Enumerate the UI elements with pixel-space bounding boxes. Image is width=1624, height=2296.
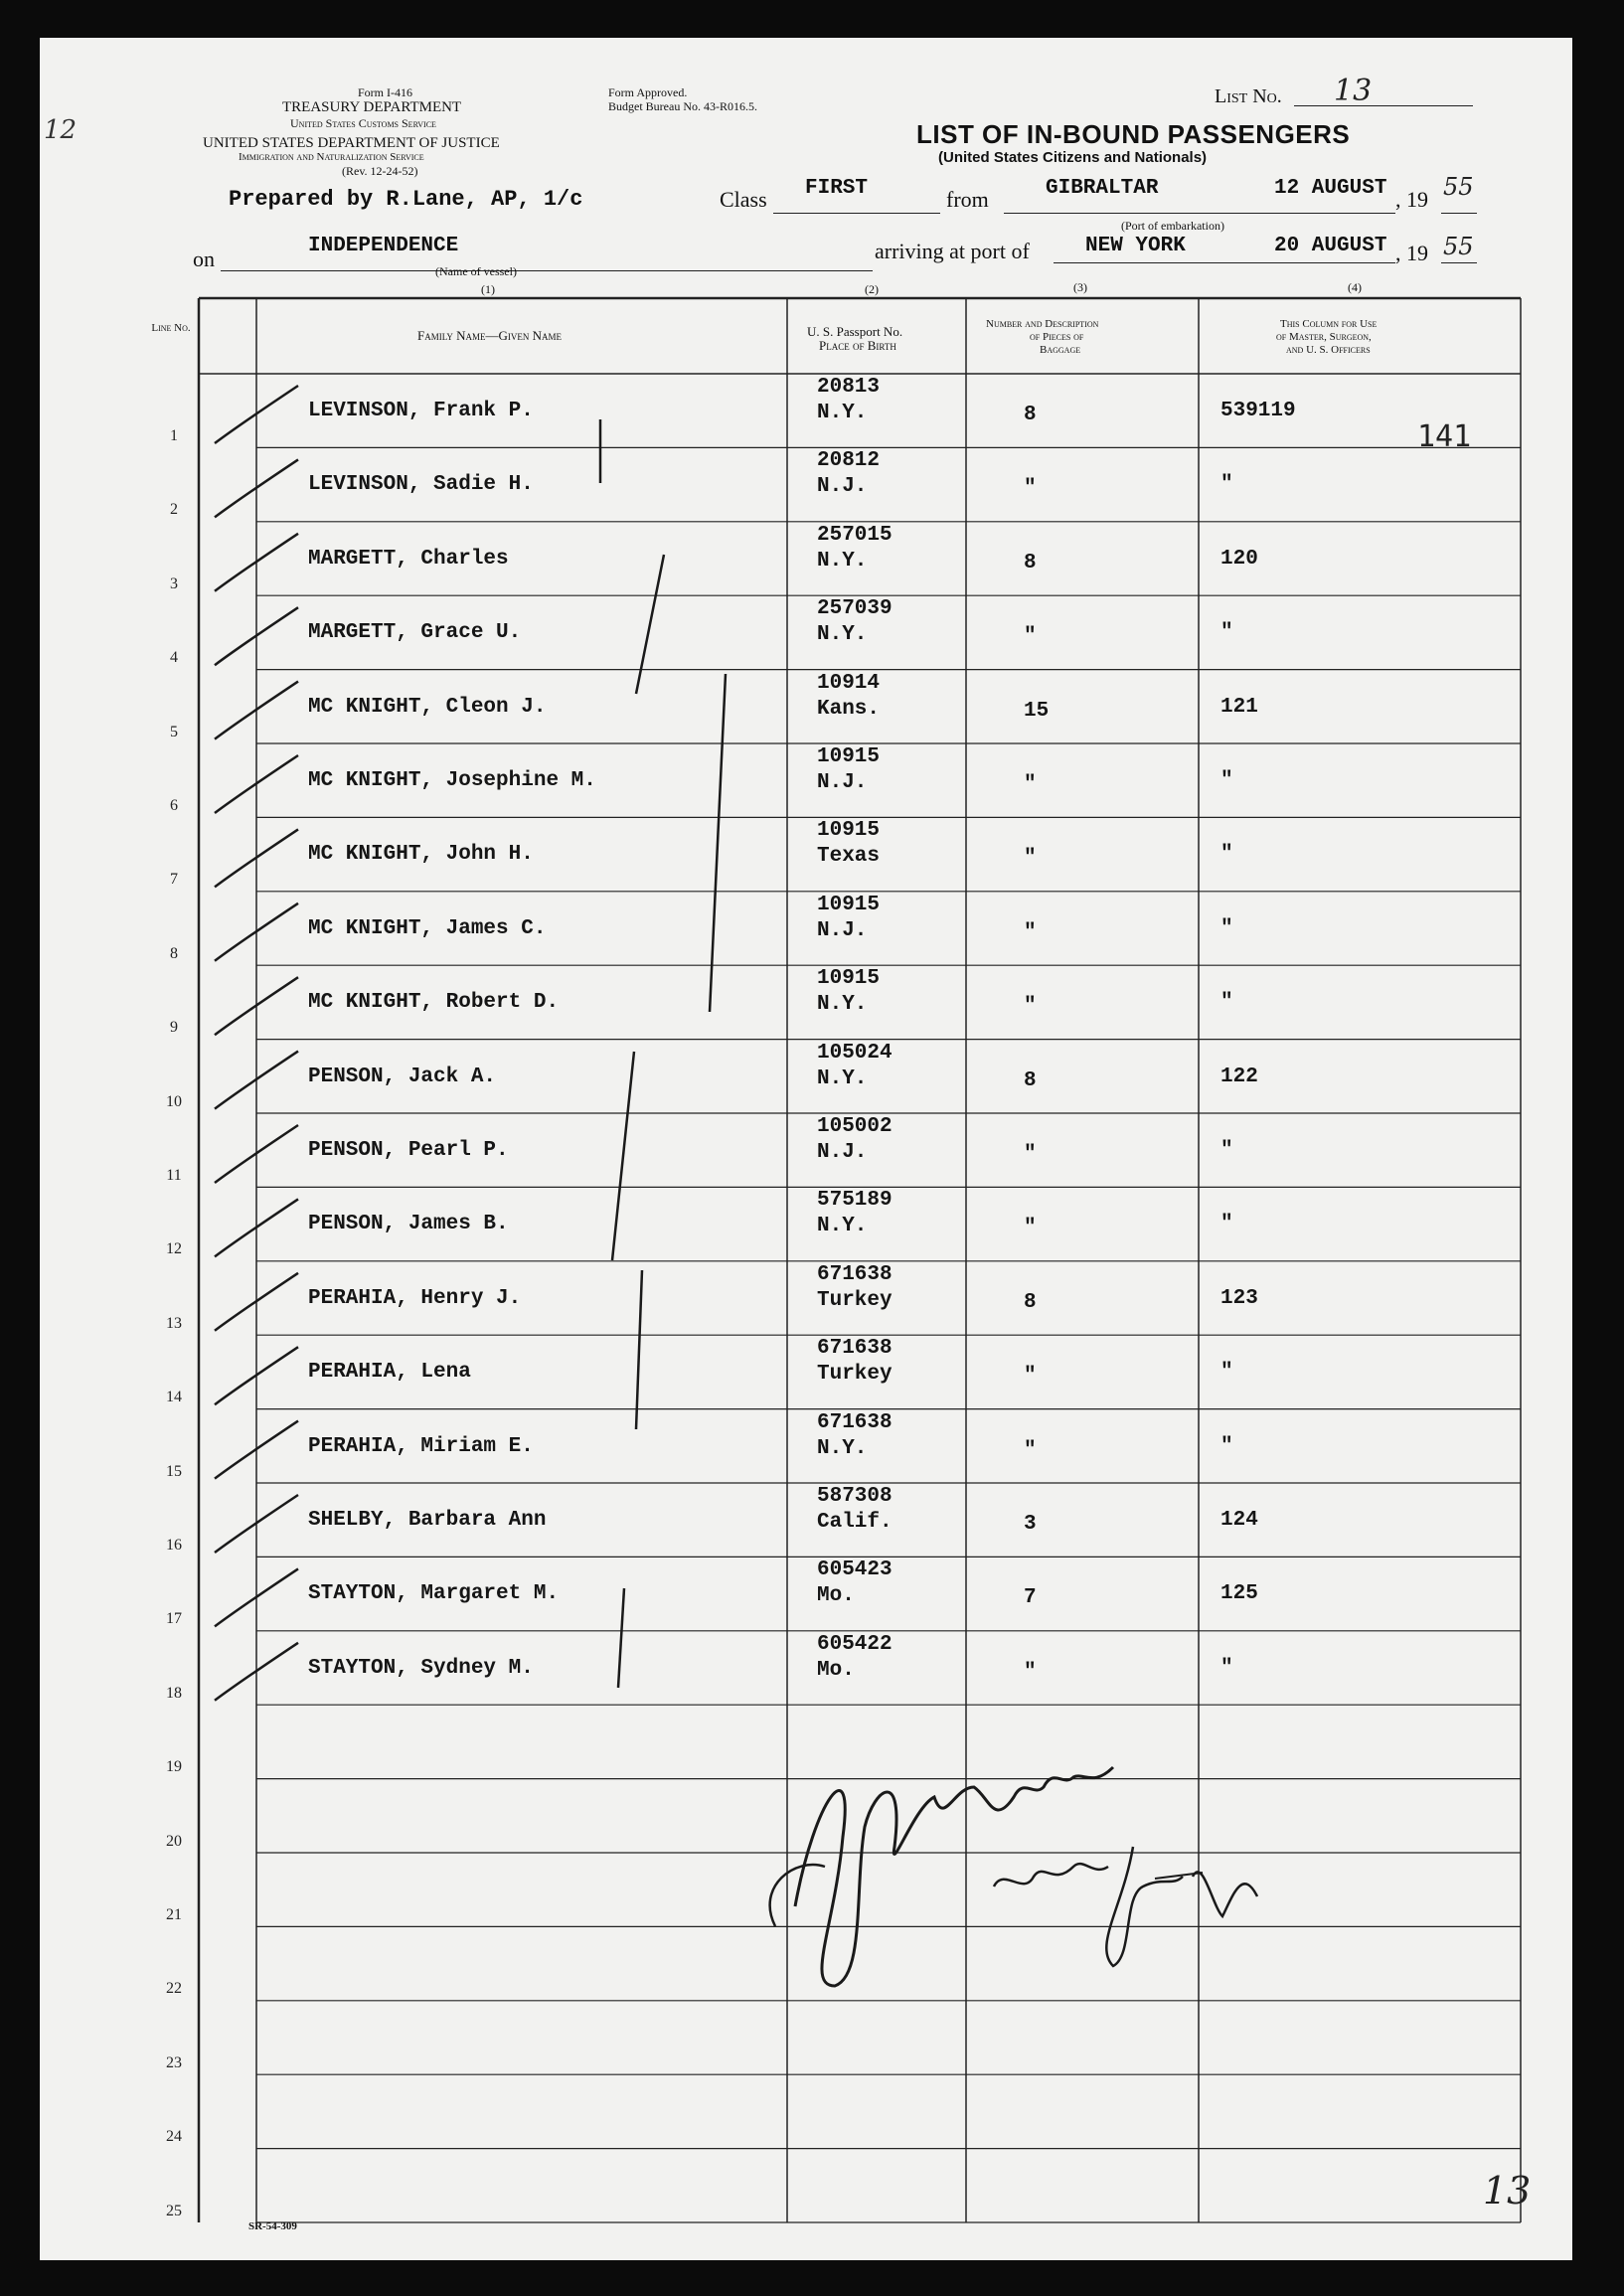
table-row bbox=[40, 1335, 1391, 1408]
table-row bbox=[40, 1557, 1391, 1630]
column-number-4: (4) bbox=[1348, 280, 1362, 294]
birthplace: N.Y. bbox=[817, 1436, 868, 1460]
form-code: SR-54-309 bbox=[248, 2220, 297, 2232]
line-number: 21 bbox=[166, 1906, 182, 1923]
form-subtitle: (United States Citizens and Nationals) bbox=[938, 149, 1208, 166]
column-header-baggage-3: Baggage bbox=[1040, 344, 1081, 356]
line-number: 16 bbox=[166, 1537, 182, 1554]
line-number: 10 bbox=[166, 1092, 182, 1110]
column-header-birthplace: Place of Birth bbox=[819, 338, 896, 353]
passenger-name: MARGETT, Grace U. bbox=[308, 621, 522, 645]
table-row bbox=[40, 522, 1391, 595]
line-number: 5 bbox=[170, 723, 178, 740]
officer-use: 124 bbox=[1220, 1509, 1258, 1532]
line-number: 22 bbox=[166, 1980, 182, 1998]
birthplace: Turkey bbox=[817, 1363, 893, 1387]
passenger-name: PERAHIA, Miriam E. bbox=[308, 1434, 534, 1458]
passenger-name: STAYTON, Sydney M. bbox=[308, 1656, 534, 1680]
birthplace: N.Y. bbox=[817, 1215, 868, 1238]
vessel-name: INDEPENDENCE bbox=[308, 235, 459, 257]
table-row bbox=[40, 1113, 1391, 1187]
birthplace: N.J. bbox=[817, 771, 868, 794]
column-header-name: Family Name—Given Name bbox=[417, 328, 562, 343]
table-row bbox=[40, 892, 1391, 965]
officer-use: 125 bbox=[1220, 1582, 1258, 1606]
line-number: 4 bbox=[170, 649, 178, 667]
line-number: 17 bbox=[166, 1610, 182, 1628]
birthplace: N.J. bbox=[817, 1141, 868, 1164]
officer-use: 122 bbox=[1220, 1065, 1258, 1088]
passenger-name: MC KNIGHT, Robert D. bbox=[308, 991, 560, 1015]
birthplace: N.Y. bbox=[817, 1066, 868, 1090]
passenger-name: STAYTON, Margaret M. bbox=[308, 1582, 560, 1606]
birthplace: N.Y. bbox=[817, 993, 868, 1017]
line-number: 14 bbox=[166, 1389, 182, 1406]
officer-use: " bbox=[1220, 1434, 1233, 1458]
passport-number: 10915 bbox=[817, 893, 881, 916]
line-number: 2 bbox=[170, 501, 178, 519]
table-row bbox=[40, 670, 1391, 743]
column-header-baggage-2: of Pieces of bbox=[1030, 331, 1084, 343]
table-row bbox=[40, 1631, 1391, 1705]
officer-use: 539119 bbox=[1220, 400, 1296, 422]
passenger-name: MC KNIGHT, John H. bbox=[308, 843, 534, 867]
officer-use: " bbox=[1220, 1656, 1233, 1680]
officer-use: " bbox=[1220, 843, 1233, 867]
column-header-baggage-1: Number and Description bbox=[986, 318, 1099, 330]
table-row bbox=[40, 1483, 1391, 1557]
officer-use: " bbox=[1220, 621, 1233, 645]
class-value: FIRST bbox=[805, 177, 869, 200]
baggage-count: 8 bbox=[1024, 1068, 1037, 1092]
officer-use: " bbox=[1220, 916, 1233, 940]
department-of-justice: UNITED STATES DEPARTMENT OF JUSTICE bbox=[203, 135, 500, 151]
officer-use: " bbox=[1220, 1139, 1233, 1162]
officer-use: " bbox=[1220, 769, 1233, 792]
baggage-count: " bbox=[1024, 773, 1037, 796]
port-embark-caption: (Port of embarkation) bbox=[1121, 219, 1224, 233]
table-row bbox=[40, 1409, 1391, 1483]
passport-number: 10915 bbox=[817, 819, 881, 843]
baggage-count: 15 bbox=[1024, 699, 1050, 723]
passenger-name: PERAHIA, Henry J. bbox=[308, 1286, 522, 1310]
line-number: 18 bbox=[166, 1684, 182, 1702]
baggage-count: 7 bbox=[1024, 1586, 1037, 1610]
table-row bbox=[40, 2149, 1391, 2222]
class-label: Class bbox=[720, 187, 767, 212]
officer-use: 123 bbox=[1220, 1286, 1258, 1310]
table-row bbox=[40, 1040, 1391, 1113]
baggage-count: 8 bbox=[1024, 1290, 1037, 1314]
column-header-passport: U. S. Passport No. bbox=[807, 324, 903, 339]
from-label: from bbox=[946, 187, 989, 212]
passenger-name: LEVINSON, Sadie H. bbox=[308, 473, 534, 497]
officer-use: " bbox=[1220, 1361, 1233, 1385]
arrival-date: 20 AUGUST bbox=[1274, 235, 1387, 257]
passport-number: 10915 bbox=[817, 967, 881, 991]
table-row bbox=[40, 447, 1391, 521]
passport-number: 257039 bbox=[817, 597, 893, 621]
column-header-officers-1: This Column for Use bbox=[1280, 318, 1378, 330]
passenger-name: MARGETT, Charles bbox=[308, 547, 509, 571]
table-row bbox=[40, 1261, 1391, 1335]
baggage-count: " bbox=[1024, 1365, 1037, 1389]
arrival-year: 55 bbox=[1443, 233, 1474, 260]
column-number-1: (1) bbox=[481, 282, 495, 296]
passport-number: 605422 bbox=[817, 1632, 893, 1656]
arrival-year-prefix: , 19 bbox=[1395, 241, 1428, 265]
passenger-name: PENSON, James B. bbox=[308, 1213, 509, 1236]
passport-number: 10914 bbox=[817, 671, 881, 695]
baggage-count: 3 bbox=[1024, 1513, 1037, 1536]
line-number: 13 bbox=[166, 1314, 182, 1332]
table-row bbox=[40, 817, 1391, 891]
passport-number: 575189 bbox=[817, 1189, 893, 1213]
table-row bbox=[40, 965, 1391, 1039]
table-row bbox=[40, 2074, 1391, 2148]
on-label: on bbox=[193, 246, 215, 271]
passport-number: 671638 bbox=[817, 1262, 893, 1286]
birthplace: Mo. bbox=[817, 1584, 855, 1608]
customs-service: United States Customs Service bbox=[290, 116, 436, 130]
line-number: 8 bbox=[170, 944, 178, 962]
line-number: 3 bbox=[170, 574, 178, 592]
birthplace: Texas bbox=[817, 845, 881, 869]
line-number: 20 bbox=[166, 1832, 182, 1850]
table-row bbox=[40, 1187, 1391, 1260]
birthplace: N.Y. bbox=[817, 623, 868, 647]
passenger-name: PENSON, Pearl P. bbox=[308, 1139, 509, 1162]
depart-year: 55 bbox=[1443, 173, 1474, 201]
passenger-list-page bbox=[40, 38, 1572, 2260]
depart-date: 12 AUGUST bbox=[1274, 177, 1387, 200]
table-row bbox=[40, 1779, 1391, 1853]
passport-number: 20813 bbox=[817, 376, 881, 399]
list-number: 13 bbox=[1334, 74, 1373, 108]
passenger-name: PENSON, Jack A. bbox=[308, 1065, 497, 1088]
officer-use: 121 bbox=[1220, 695, 1258, 719]
column-number-3: (3) bbox=[1073, 280, 1087, 294]
passenger-name: SHELBY, Barbara Ann bbox=[308, 1509, 547, 1532]
page-number-annotation: 13 bbox=[1483, 2169, 1532, 2213]
passenger-name: PERAHIA, Lena bbox=[308, 1361, 471, 1385]
passport-number: 671638 bbox=[817, 1410, 893, 1434]
birthplace: N.Y. bbox=[817, 402, 868, 424]
table-row bbox=[40, 743, 1391, 817]
officer-use: " bbox=[1220, 473, 1233, 497]
baggage-count: " bbox=[1024, 477, 1037, 501]
arriving-label: arriving at port of bbox=[875, 239, 1030, 263]
passenger-name: MC KNIGHT, James C. bbox=[308, 916, 547, 940]
prepared-by: Prepared by R.Lane, AP, 1/c bbox=[229, 187, 583, 212]
passenger-name: MC KNIGHT, Cleon J. bbox=[308, 695, 547, 719]
baggage-count: " bbox=[1024, 1143, 1037, 1166]
list-no-label: List No. bbox=[1215, 85, 1282, 107]
line-number: 6 bbox=[170, 797, 178, 814]
passport-number: 105002 bbox=[817, 1115, 893, 1138]
passport-number: 671638 bbox=[817, 1337, 893, 1361]
passport-number: 605423 bbox=[817, 1558, 893, 1582]
table-row bbox=[40, 1926, 1391, 2000]
birthplace: Calif. bbox=[817, 1511, 893, 1534]
baggage-count: " bbox=[1024, 920, 1037, 944]
officer-use: 120 bbox=[1220, 547, 1258, 571]
baggage-count: " bbox=[1024, 995, 1037, 1019]
form-number: Form I-416 bbox=[358, 85, 412, 99]
line-number: 25 bbox=[166, 2202, 182, 2219]
baggage-count: " bbox=[1024, 625, 1037, 649]
baggage-count: " bbox=[1024, 1660, 1037, 1684]
arrival-port: NEW YORK bbox=[1085, 235, 1186, 257]
vessel-caption: (Name of vessel) bbox=[435, 264, 517, 278]
officer-use: " bbox=[1220, 1213, 1233, 1236]
birthplace: Turkey bbox=[817, 1288, 893, 1312]
line-number: 7 bbox=[170, 871, 178, 889]
baggage-count: 8 bbox=[1024, 551, 1037, 574]
column-header-officers-2: of Master, Surgeon, bbox=[1276, 331, 1372, 343]
passport-number: 257015 bbox=[817, 523, 893, 547]
form-title: LIST OF IN-BOUND PASSENGERS bbox=[916, 119, 1351, 149]
column-header-officers-3: and U. S. Officers bbox=[1286, 344, 1371, 356]
line-number: 11 bbox=[166, 1167, 182, 1184]
passport-number: 10915 bbox=[817, 745, 881, 768]
line-number: 15 bbox=[166, 1462, 182, 1480]
passenger-name: MC KNIGHT, Josephine M. bbox=[308, 769, 596, 792]
birthplace: Kans. bbox=[817, 697, 881, 721]
table-row bbox=[40, 1853, 1391, 1926]
line-number: 12 bbox=[166, 1240, 182, 1258]
baggage-count: " bbox=[1024, 1217, 1037, 1240]
form-approved: Form Approved. bbox=[608, 85, 688, 99]
column-header-line: Line No. bbox=[151, 322, 191, 334]
passenger-count-annotation: 141 bbox=[1417, 419, 1472, 454]
budget-bureau: Budget Bureau No. 43-R016.5. bbox=[608, 99, 757, 113]
revision-date: (Rev. 12-24-52) bbox=[342, 164, 418, 178]
table-row bbox=[40, 374, 1391, 447]
table-row bbox=[40, 2001, 1391, 2074]
passport-number: 105024 bbox=[817, 1041, 893, 1065]
column-number-2: (2) bbox=[865, 282, 879, 296]
passport-number: 20812 bbox=[817, 449, 881, 473]
table-row bbox=[40, 1705, 1391, 1778]
baggage-count: " bbox=[1024, 1438, 1037, 1462]
birthplace: N.J. bbox=[817, 475, 868, 499]
birthplace: N.J. bbox=[817, 918, 868, 942]
line-number: 24 bbox=[166, 2128, 182, 2146]
officer-use: " bbox=[1220, 991, 1233, 1015]
margin-annotation: 12 bbox=[44, 115, 78, 145]
naturalization-service: Immigration and Naturalization Service bbox=[239, 151, 424, 163]
birthplace: Mo. bbox=[817, 1658, 855, 1682]
line-number: 23 bbox=[166, 2053, 182, 2071]
passenger-name: LEVINSON, Frank P. bbox=[308, 400, 534, 422]
depart-year-prefix: , 19 bbox=[1395, 187, 1428, 212]
baggage-count: " bbox=[1024, 847, 1037, 871]
baggage-count: 8 bbox=[1024, 404, 1037, 426]
passport-number: 587308 bbox=[817, 1485, 893, 1508]
treasury-department: TREASURY DEPARTMENT bbox=[282, 99, 462, 115]
line-number: 1 bbox=[170, 427, 178, 444]
line-number: 9 bbox=[170, 1019, 178, 1037]
line-number: 19 bbox=[166, 1758, 182, 1776]
embark-port: GIBRALTAR bbox=[1046, 177, 1159, 200]
table-row bbox=[40, 595, 1391, 669]
birthplace: N.Y. bbox=[817, 549, 868, 573]
